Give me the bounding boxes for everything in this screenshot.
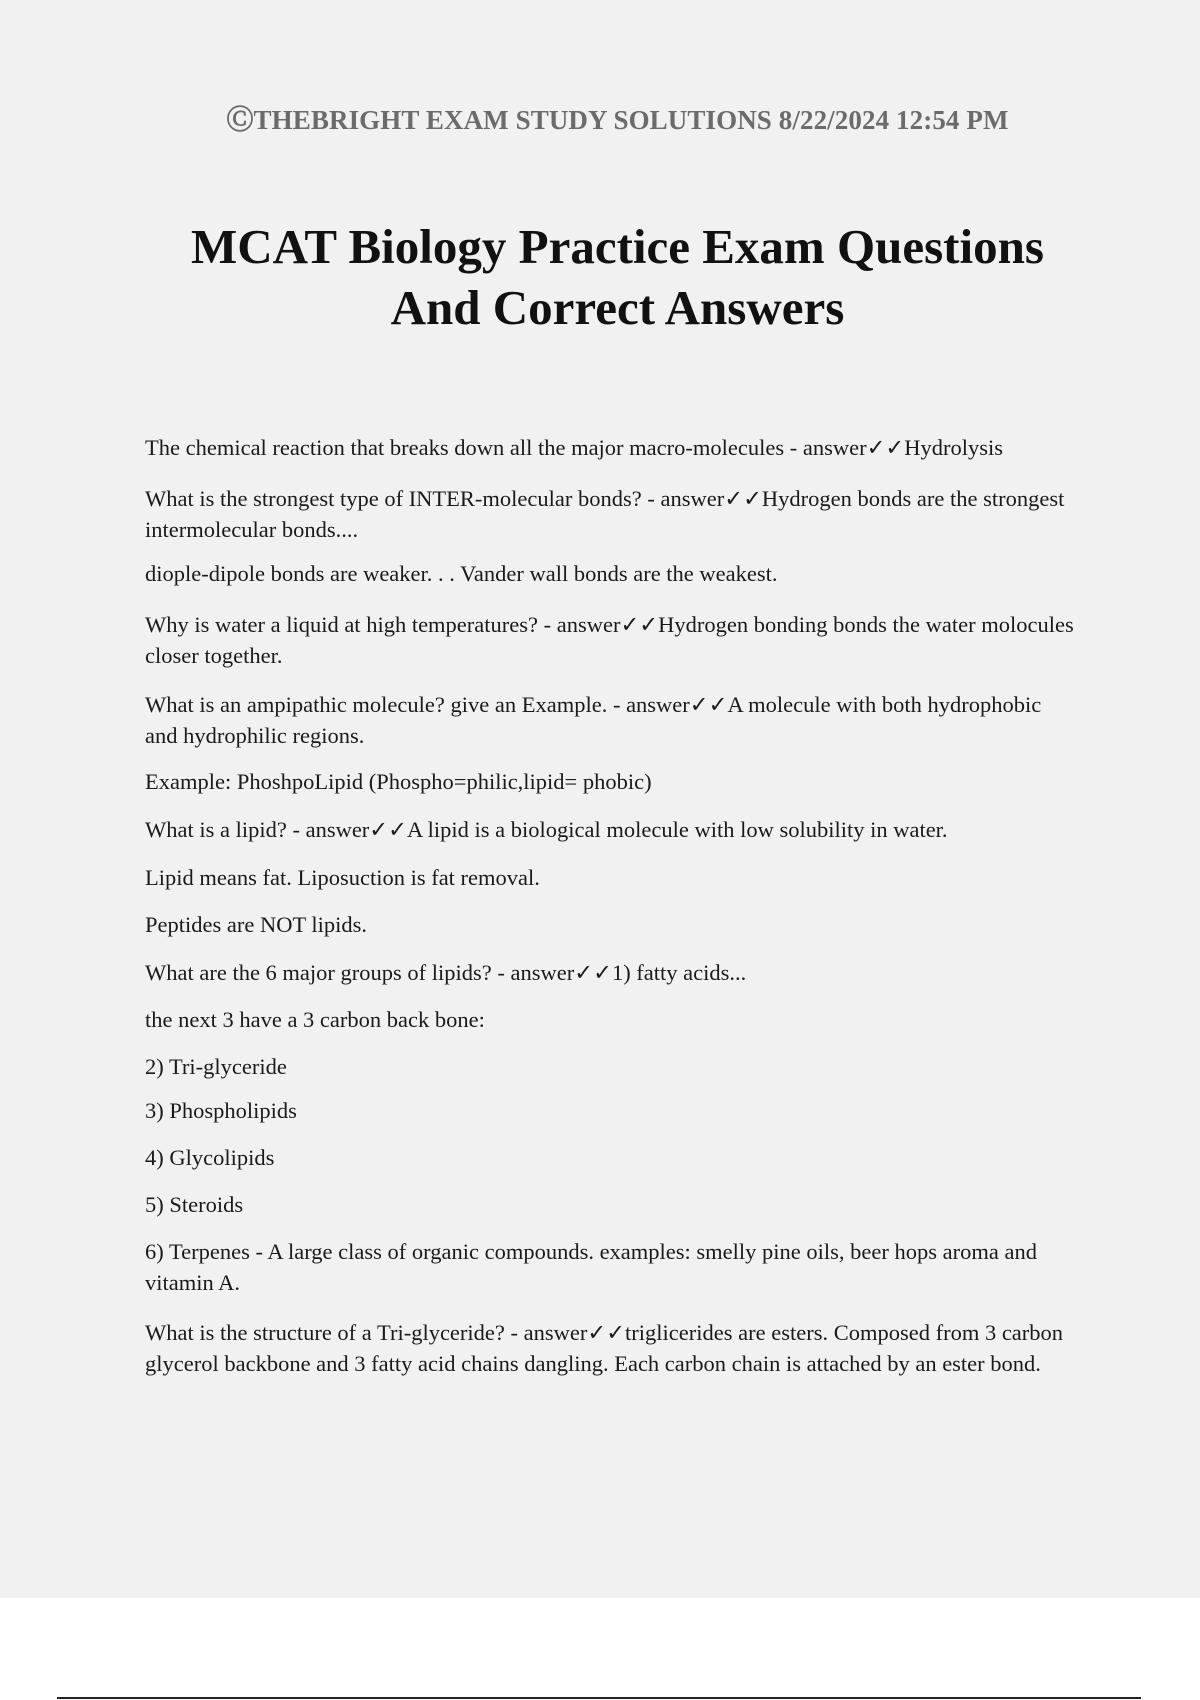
document-title	[0, 216, 1200, 338]
list-item: 5) Steroids	[145, 1192, 244, 1217]
document-body	[145, 432, 1075, 1379]
paragraph: diople-dipole bonds are weaker. . . Vander wall bonds are the weakest.	[145, 561, 778, 586]
page-header: ⒸTHEBRIGHT EXAM STUDY SOLUTIONS 8/22/2024 12:54 PM	[226, 105, 1009, 135]
list-item: 4) Glycolipids	[145, 1145, 275, 1170]
paragraph: What is an ampipathic molecule? give an Example. - answer✓✓A molecule with both hydrophobic and hydrophilic regions.	[145, 692, 1042, 748]
paragraph: the next 3 have a 3 carbon back bone:	[145, 1007, 485, 1032]
paragraph: What is the strongest type of INTER-molecular bonds? - answer✓✓Hydrogen bonds are the strongest intermolecular bonds....	[145, 486, 1065, 542]
list-item: 6) Terpenes - A large class of organic compounds. examples: smelly pine oils, beer hops aroma and vitamin A.	[145, 1239, 1037, 1295]
paragraph: What is the structure of a Tri-glyceride? - answer✓✓triglicerides are esters. Composed from 3 carbon glycerol backbone and 3 fatty acid chains dangling. Each carbon chain is attached by an ester bond.	[145, 1320, 1064, 1376]
list-item: 2) Tri-glyceride	[145, 1054, 287, 1079]
title-line-2: And Correct Answers	[390, 280, 845, 335]
paragraph: Lipid means fat. Liposuction is fat removal.	[145, 865, 540, 890]
footer-divider	[57, 1697, 1141, 1699]
paragraph: Example: PhoshpoLipid (Phospho=philic,lipid= phobic)	[145, 769, 652, 794]
paragraph: What is a lipid? - answer✓✓A lipid is a biological molecule with low solubility in water.	[145, 817, 948, 842]
paragraph: Peptides are NOT lipids.	[145, 912, 368, 937]
title-line-1: MCAT Biology Practice Exam Questions	[191, 219, 1044, 274]
paragraph: The chemical reaction that breaks down all the major macro-molecules - answer✓✓Hydrolysis	[145, 435, 1004, 460]
list-item: 3) Phospholipids	[145, 1098, 297, 1123]
paragraph: What are the 6 major groups of lipids? - answer✓✓1) fatty acids...	[145, 960, 747, 985]
paragraph: Why is water a liquid at high temperatures? - answer✓✓Hydrogen bonding bonds the water molocules closer together.	[145, 612, 1074, 668]
